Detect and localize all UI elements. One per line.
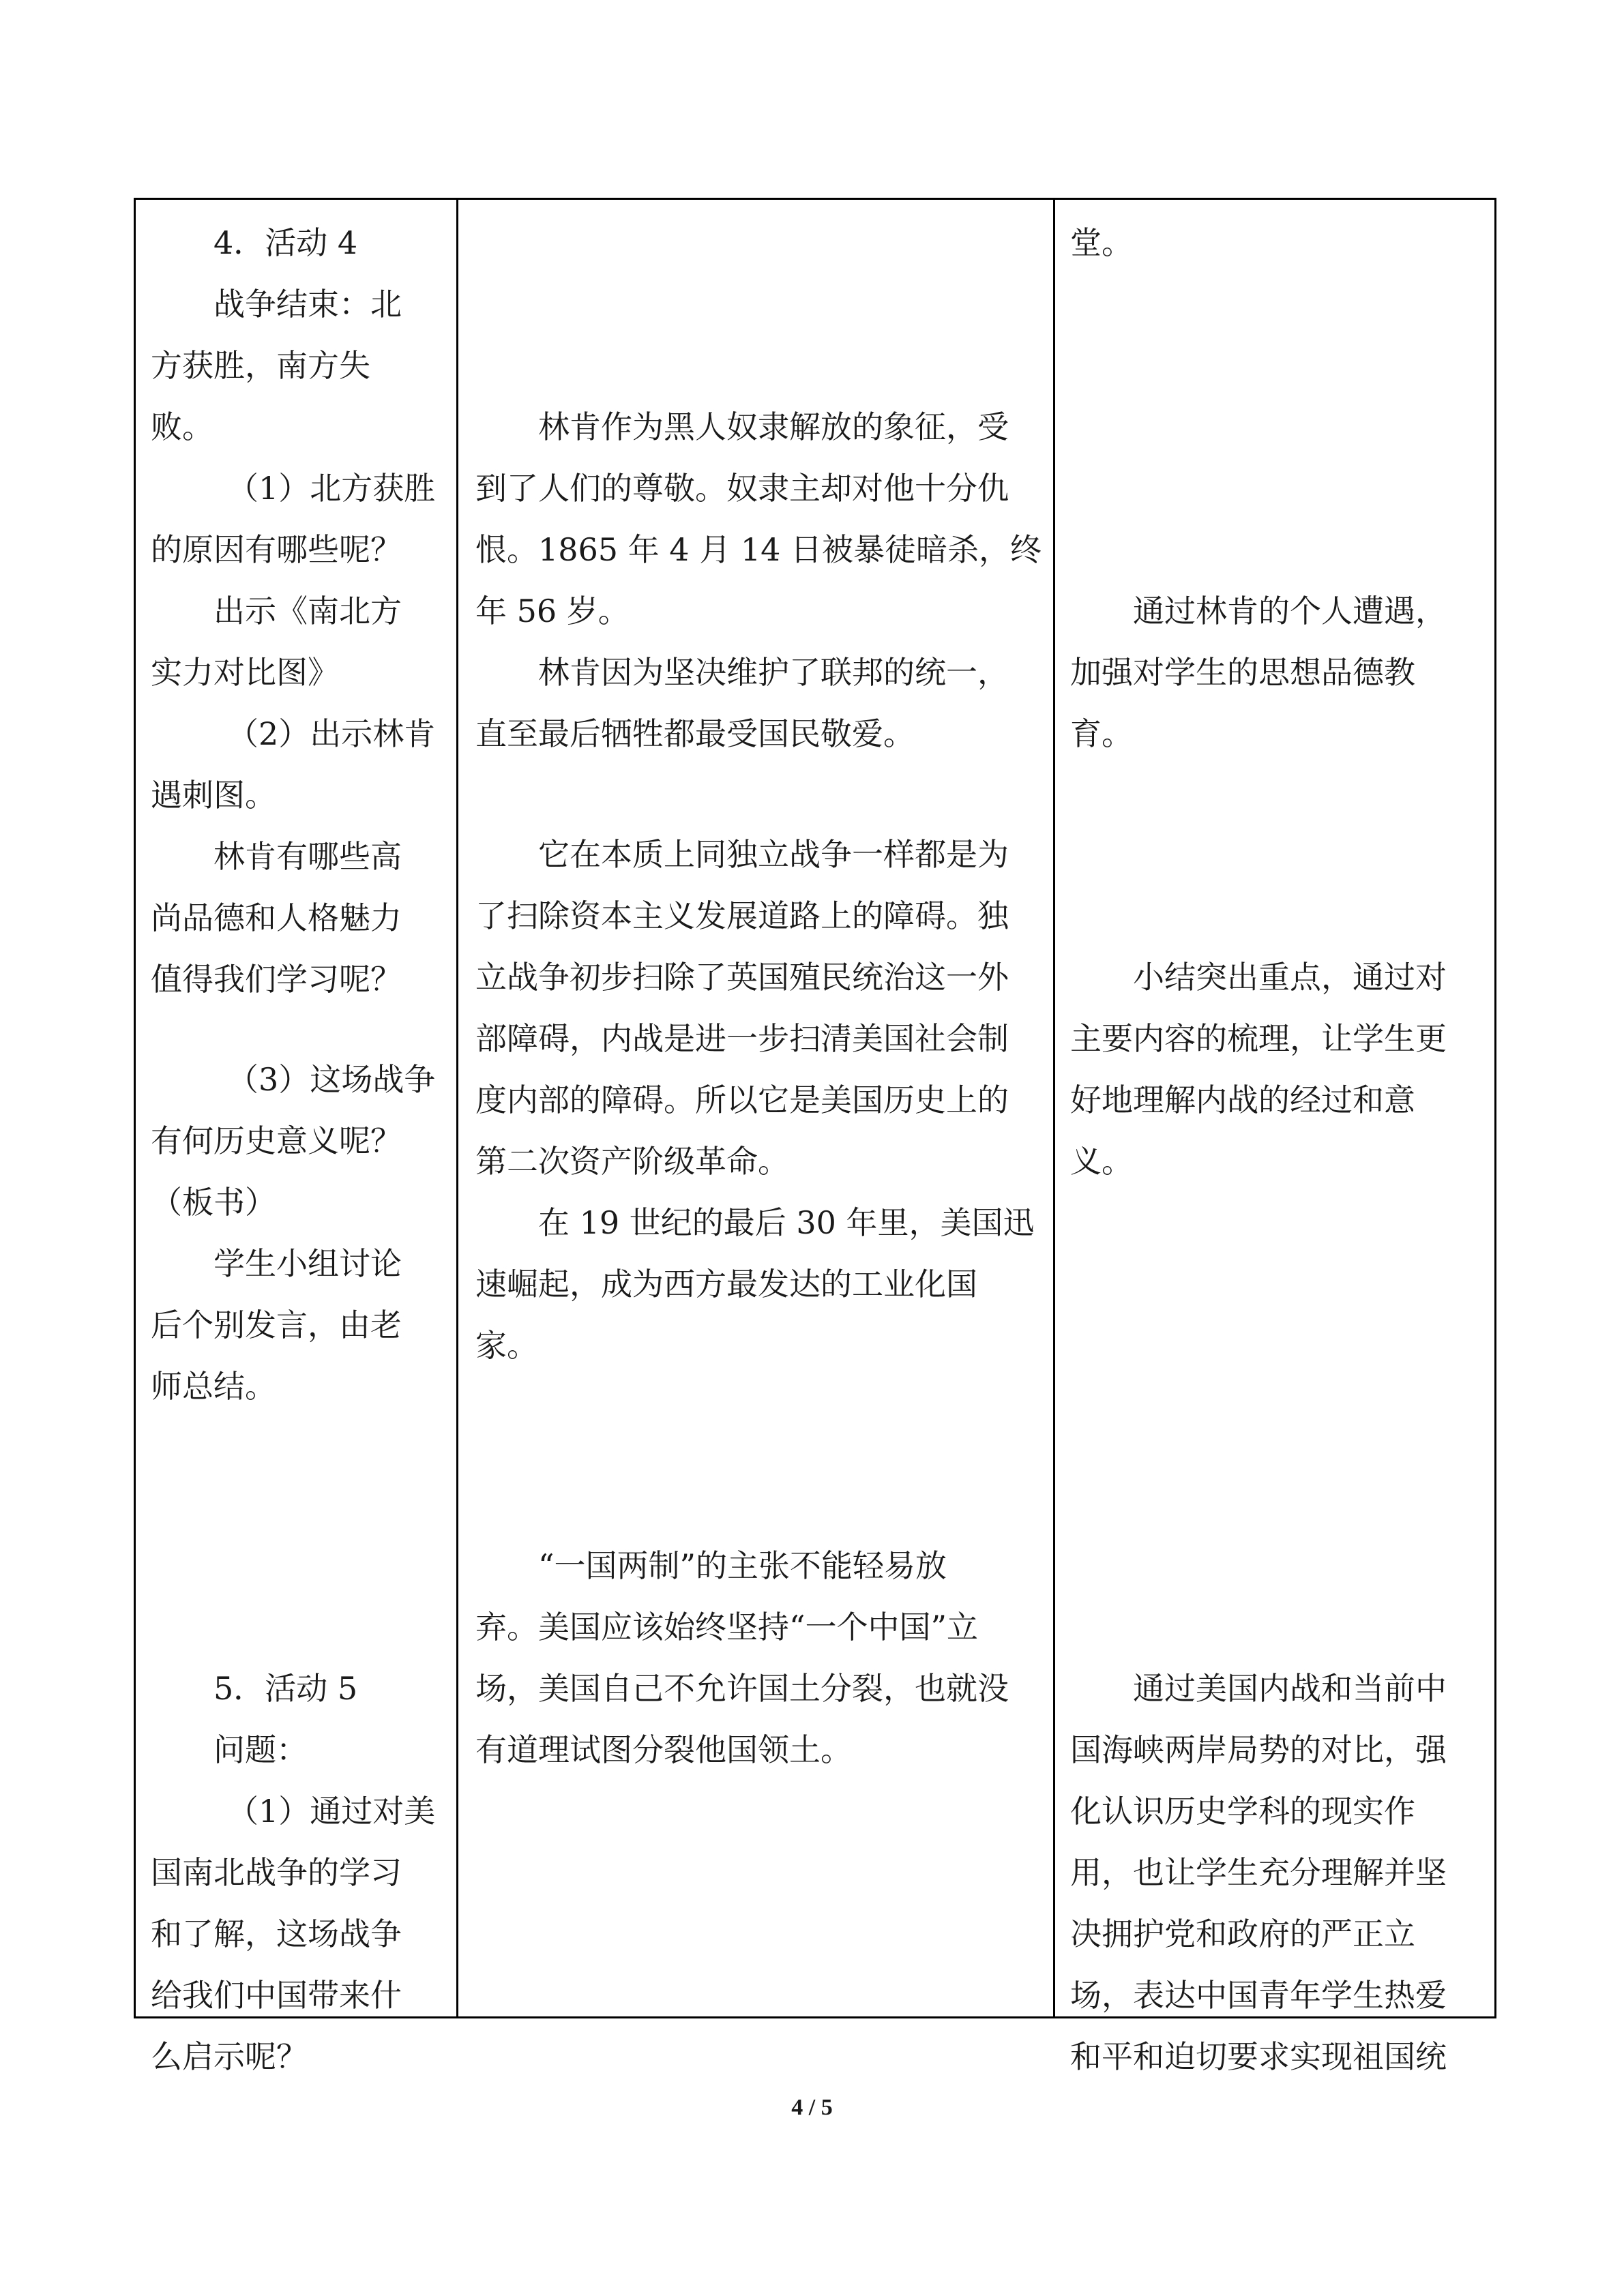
text-line: 遇刺图。 <box>151 777 276 814</box>
text-line: 堂。 <box>1070 224 1133 261</box>
text-line: 林肯因为坚决维护了联邦的统一， <box>538 654 1009 691</box>
text-line: 义。 <box>1070 1143 1133 1180</box>
lesson-table <box>134 198 1496 2075</box>
text-line: 场，美国自己不允许国土分裂，也就没 <box>475 1670 1009 1707</box>
text-line: 实力对比图》 <box>151 654 339 691</box>
text-line: （板书） <box>151 1184 276 1221</box>
text-line: 决拥护党和政府的严正立 <box>1070 1915 1415 1952</box>
text-line: 问题： <box>213 1731 308 1768</box>
text-line: 育。 <box>1070 715 1133 752</box>
text-line: 国南北战争的学习 <box>151 1854 402 1891</box>
text-line: 化认识历史学科的现实作 <box>1070 1793 1415 1830</box>
text-line: 了扫除资本主义发展道路上的障碍。独 <box>475 897 1009 934</box>
text-line: 战争结束：北 <box>213 286 402 323</box>
text-line: 后个别发言，由老 <box>151 1307 402 1343</box>
text-line: 它在本质上同独立战争一样都是为 <box>538 836 1009 873</box>
text-line: （1）通过对美 <box>227 1793 436 1830</box>
text-line: 小结突出重点，通过对 <box>1133 959 1447 996</box>
text-line: 在 19 世纪的最后 30 年里，美国迅 <box>538 1204 1035 1241</box>
text-line: （3）这场战争 <box>227 1061 436 1098</box>
text-line: 的原因有哪些呢？ <box>151 531 402 568</box>
text-line: 和平和迫切要求实现祖国统 <box>1070 2038 1447 2075</box>
text-line: 么启示呢？ <box>151 2038 308 2075</box>
text-line: 速崛起，成为西方最发达的工业化国 <box>475 1266 977 1302</box>
text-line: 师总结。 <box>151 1368 276 1405</box>
text-line: 部障碍，内战是进一步扫清美国社会制 <box>475 1020 1009 1057</box>
text-line: 4．活动 4 <box>213 224 358 261</box>
text-line: 出示《南北方 <box>213 593 402 629</box>
text-line: （1）北方获胜 <box>227 470 436 507</box>
text-line: 到了人们的尊敬。奴隶主却对他十分仇 <box>475 470 1009 507</box>
text-line: 败。 <box>151 408 213 445</box>
text-line: 5．活动 5 <box>213 1670 358 1707</box>
text-line: 国海峡两岸局势的对比，强 <box>1070 1731 1447 1768</box>
column-divider <box>1053 200 1055 2016</box>
text-line: 方获胜，南方失 <box>151 347 370 384</box>
text-line: 直至最后牺牲都最受国民敬爱。 <box>475 715 915 752</box>
text-line: 家。 <box>475 1327 538 1364</box>
page-number: 4 / 5 <box>791 2095 833 2120</box>
text-line: 学生小组讨论 <box>213 1245 402 1282</box>
text-line: 加强对学生的思想品德教 <box>1070 654 1415 691</box>
text-line: 给我们中国带来什 <box>151 1977 402 2014</box>
text-line: （2）出示林肯 <box>227 715 436 752</box>
text-line: 通过美国内战和当前中 <box>1133 1670 1447 1707</box>
text-line: 第二次资产阶级革命。 <box>475 1143 789 1180</box>
text-line: 有道理试图分裂他国领土。 <box>475 1731 852 1768</box>
text-line: 年 56 岁。 <box>475 593 630 629</box>
text-line: 林肯有哪些高 <box>213 838 402 875</box>
column-divider <box>456 200 458 2016</box>
text-line: “一国两制”的主张不能轻易放 <box>538 1547 947 1584</box>
text-line: 立战争初步扫除了英国殖民统治这一外 <box>475 959 1009 996</box>
text-line: 林肯作为黑人奴隶解放的象征，受 <box>538 408 1009 445</box>
text-line: 恨。1865 年 4 月 14 日被暴徒暗杀，终 <box>475 531 1042 568</box>
text-line: 有何历史意义呢？ <box>151 1122 402 1159</box>
text-line: 用，也让学生充分理解并坚 <box>1070 1854 1447 1891</box>
text-line: 场，表达中国青年学生热爱 <box>1070 1977 1447 2014</box>
text-line: 值得我们学习呢？ <box>151 961 402 998</box>
text-line: 通过林肯的个人遭遇， <box>1133 593 1447 629</box>
text-line: 好地理解内战的经过和意 <box>1070 1082 1415 1118</box>
text-line: 度内部的障碍。所以它是美国历史上的 <box>475 1082 1009 1118</box>
text-line: 尚品德和人格魅力 <box>151 899 402 936</box>
text-line: 和了解，这场战争 <box>151 1915 402 1952</box>
text-line: 弃。美国应该始终坚持“一个中国”立 <box>475 1609 979 1645</box>
text-line: 主要内容的梳理，让学生更 <box>1070 1020 1447 1057</box>
